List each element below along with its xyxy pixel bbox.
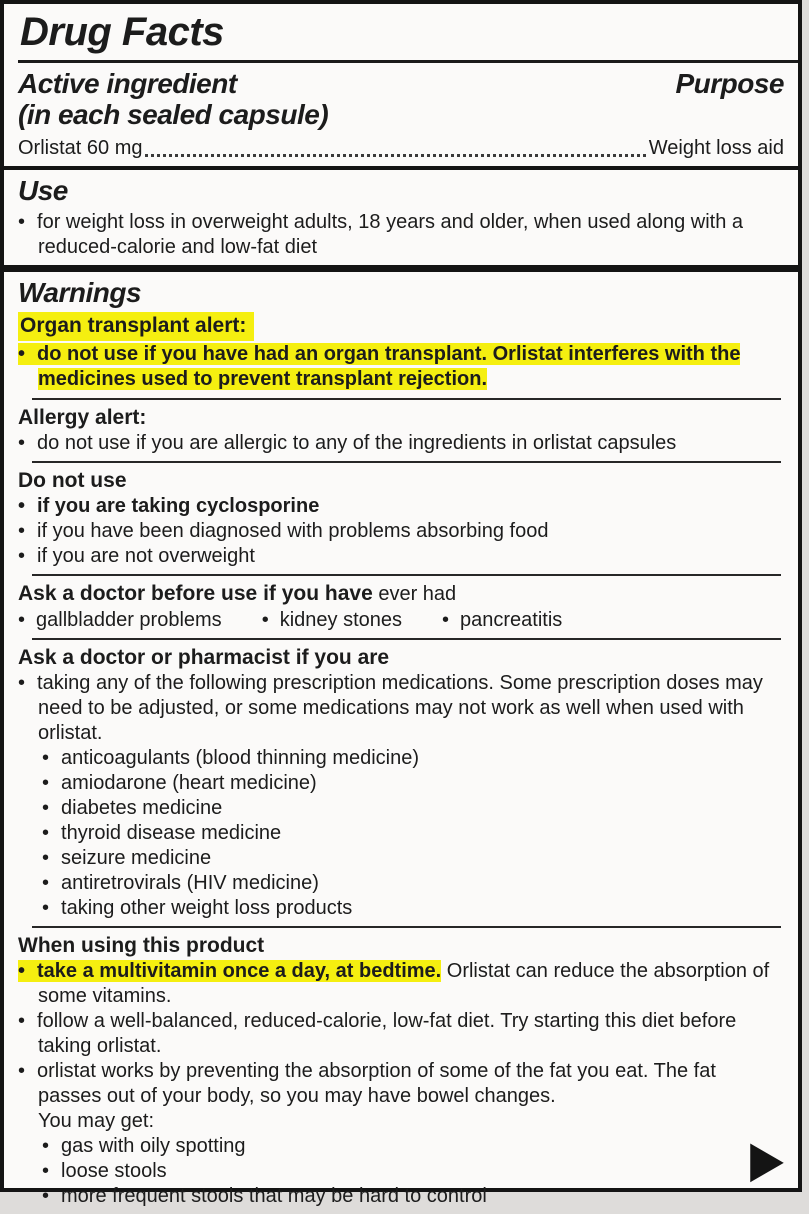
ask-pharmacist-intro-bullet: • taking any of the following prescription medications. Some prescription doses may need to be adjusted, or some medications may not work as well when used with orlistat.: [18, 671, 784, 746]
multivitamin-highlight: • take a multivitamin once a day, at bedtime.: [18, 960, 441, 982]
subsection-divider: [32, 461, 781, 463]
side-effect-item: • more frequent stools that may be hard to control: [42, 1184, 784, 1209]
ask-doctor-condition: • kidney stones: [262, 607, 402, 633]
active-ingredient-heading-line2: (in each sealed capsule): [18, 99, 329, 130]
medication-item: • seizure medicine: [42, 846, 784, 871]
ingredient-name: Orlistat 60 mg: [18, 137, 143, 159]
ask-doctor-or-pharmacist: [18, 645, 784, 921]
medication-item: • taking other weight loss products: [42, 896, 784, 921]
medication-item: • anticoagulants (blood thinning medicine): [42, 746, 784, 771]
continuation-arrow-icon: ▶: [750, 1131, 784, 1188]
ask-doctor-label-regular: ever had: [372, 583, 457, 605]
active-ingredient-heading-line1: Active ingredient: [18, 68, 237, 99]
side-effect-item: • loose stools: [42, 1159, 784, 1184]
you-may-get-label: You may get:: [38, 1110, 155, 1132]
do-not-use-bullet: • if you are not overweight: [18, 544, 784, 569]
do-not-use-bullet: • if you are taking cyclosporine: [18, 494, 784, 519]
warnings-section: [4, 272, 798, 1214]
purpose-heading: Purpose: [675, 68, 784, 99]
allergy-alert: [18, 405, 784, 456]
diet-bullet: • follow a well-balanced, reduced-calorie, low-fat diet. Try starting this diet before taking orlistat.: [18, 1009, 784, 1059]
ask-doctor-condition: • pancreatitis: [442, 607, 562, 633]
organ-transplant-alert-bullet: • do not use if you have had an organ transplant. Orlistat interferes with the medicines used to prevent transplant rejection.: [18, 343, 740, 390]
medication-item: • amiodarone (heart medicine): [42, 771, 784, 796]
use-heading: Use: [18, 175, 68, 206]
do-not-use: [18, 468, 784, 569]
subsection-divider: [32, 638, 781, 640]
subsection-divider: [32, 398, 781, 400]
page-title: Drug Facts: [20, 10, 224, 54]
side-effect-item: • gas with oily spotting: [42, 1134, 784, 1159]
warnings-heading: Warnings: [18, 277, 142, 308]
allergy-alert-label: Allergy alert:: [18, 406, 147, 429]
do-not-use-label: Do not use: [18, 469, 127, 492]
section-divider: [4, 265, 798, 272]
ask-doctor-condition: • gallbladder problems: [18, 607, 222, 633]
ingredient-row: [18, 133, 784, 161]
purpose-value: Weight loss aid: [648, 137, 784, 159]
active-ingredient-section: [4, 63, 798, 166]
medication-item: • thyroid disease medicine: [42, 821, 784, 846]
subsection-divider: [32, 574, 781, 576]
do-not-use-bullet: • if you have been diagnosed with problems absorbing food: [18, 519, 784, 544]
mechanism-bullet: • orlistat works by preventing the absorption of some of the fat you eat. The fat passes out of your body, so you may have bowel changes.: [18, 1059, 784, 1109]
multivitamin-rest: Orlistat can reduce the absorption of some vitamins.: [38, 960, 770, 1007]
when-using-this-product: [18, 933, 784, 1209]
ask-pharmacist-label: Ask a doctor or pharmacist if you are: [18, 646, 390, 669]
dot-leader: [145, 154, 645, 157]
ask-doctor-before-use: [18, 581, 784, 633]
active-ingredient-heading: [18, 67, 328, 133]
medication-item: • antiretrovirals (HIV medicine): [42, 871, 784, 896]
use-section: [4, 170, 798, 265]
when-using-label: When using this product: [18, 934, 265, 957]
organ-transplant-alert-label: Organ transplant alert:: [18, 312, 254, 341]
use-bullet: • for weight loss in overweight adults, 18 years and older, when used along with a reduced-calorie and low-fat diet: [18, 210, 784, 260]
medication-item: • diabetes medicine: [42, 796, 784, 821]
ask-doctor-label-bold: Ask a doctor before use if you have: [18, 582, 373, 605]
allergy-alert-bullet: • do not use if you are allergic to any of the ingredients in orlistat capsules: [18, 431, 784, 456]
organ-transplant-alert: [18, 312, 784, 393]
subsection-divider: [32, 926, 781, 928]
